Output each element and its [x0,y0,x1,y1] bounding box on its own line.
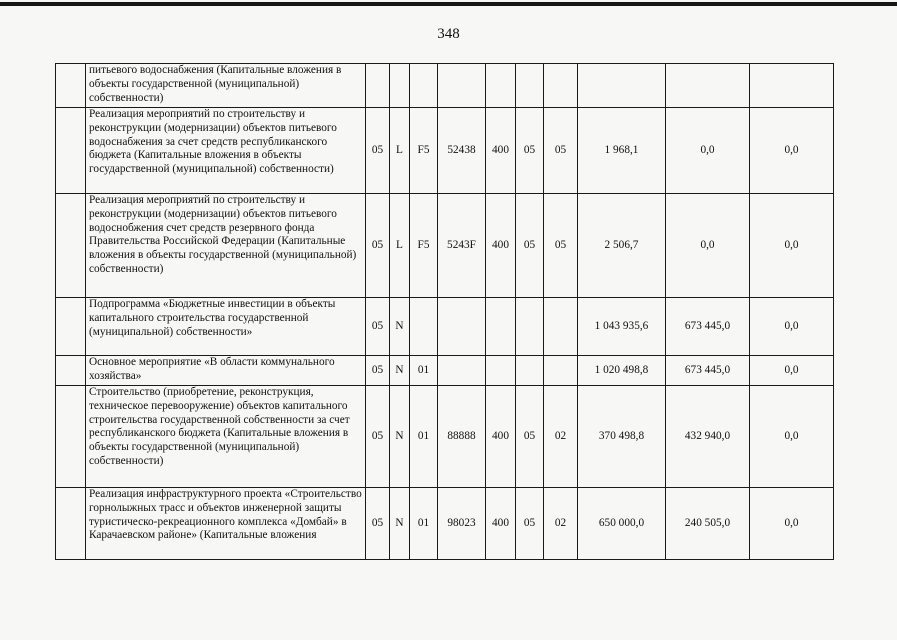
code-cell: 05 [544,108,578,194]
code-cell: 400 [486,108,516,194]
table-row [56,488,834,560]
budget-table [55,63,834,560]
row-name: Реализация мероприятий по строительству и реконструкции (модернизации) объектов питьевого водоснобжения счет средств резервного фонда Правительства Российской Федерации (Капитальные вложения в объекты государственной (муниципальной) собственности) [86,194,366,298]
code-cell: 05 [366,108,390,194]
empty-cell [56,194,86,298]
amount-cell: 673 445,0 [666,298,750,356]
amount-cell: 1 968,1 [578,108,666,194]
table-row [56,298,834,356]
code-cell: N [390,386,410,488]
code-cell: 05 [366,488,390,560]
code-cell [486,298,516,356]
row-name: Строительство (приобретение, реконструкция, техническое перевооружение) объектов капитального строительства государственной собственности за счет республиканского бюджета (Капитальные вложения в объекты государственной (муниципальной) собственности) [86,386,366,488]
code-cell: 5243F [438,194,486,298]
code-cell: 05 [516,488,544,560]
code-cell [486,64,516,108]
code-cell: N [390,298,410,356]
amount-cell: 0,0 [750,108,834,194]
row-name: Реализация мероприятий по строительству и реконструкции (модернизации) объектов питьевого водоснабжения за счет средств республиканского бюджета (Капитальные вложения в объекты государственной (муниципальной) собственности) [86,108,366,194]
amount-cell: 0,0 [750,356,834,386]
table-row [56,386,834,488]
table-row [56,64,834,108]
code-cell [438,64,486,108]
row-name: Основное мероприятие «В области коммунального хозяйства» [86,356,366,386]
code-cell: 02 [544,386,578,488]
amount-cell: 0,0 [666,194,750,298]
empty-cell [56,356,86,386]
code-cell: 05 [544,194,578,298]
code-cell [410,298,438,356]
code-cell [438,356,486,386]
code-cell [544,356,578,386]
table-row [56,194,834,298]
top-border-rule [0,2,897,6]
row-name: Подпрограмма «Бюджетные инвестиции в объекты капитального строительства государственной (муниципальной) собственности» [86,298,366,356]
amount-cell: 0,0 [750,488,834,560]
amount-cell: 673 445,0 [666,356,750,386]
code-cell: 01 [410,488,438,560]
code-cell: 05 [516,194,544,298]
code-cell: 400 [486,488,516,560]
amount-cell [750,64,834,108]
code-cell: 05 [366,386,390,488]
empty-cell [56,64,86,108]
amount-cell: 1 043 935,6 [578,298,666,356]
amount-cell: 0,0 [750,194,834,298]
code-cell [438,298,486,356]
code-cell: L [390,194,410,298]
amount-cell: 240 505,0 [666,488,750,560]
code-cell: 05 [516,386,544,488]
row-name: Реализация инфраструктурного проекта «Строительство горнолыжных трасс и объектов инженерной защиты туристическо-рекреационного комплекса «Домбай» в Карачаевском районе» (Капитальные вложения [86,488,366,560]
code-cell: 05 [366,356,390,386]
empty-cell [56,298,86,356]
amount-cell: 432 940,0 [666,386,750,488]
code-cell: 400 [486,386,516,488]
page-number: 348 [437,26,460,42]
code-cell: 52438 [438,108,486,194]
code-cell: 01 [410,356,438,386]
row-name: питьевого водоснабжения (Капитальные вложения в объекты государственной (муниципальной) собственности) [86,64,366,108]
code-cell: N [390,488,410,560]
code-cell: 98023 [438,488,486,560]
table-row [56,108,834,194]
code-cell [544,298,578,356]
empty-cell [56,488,86,560]
code-cell [516,298,544,356]
code-cell: 400 [486,194,516,298]
code-cell: 05 [366,298,390,356]
empty-cell [56,386,86,488]
amount-cell: 0,0 [750,298,834,356]
amount-cell: 1 020 498,8 [578,356,666,386]
amount-cell: 370 498,8 [578,386,666,488]
code-cell [390,64,410,108]
code-cell: F5 [410,194,438,298]
code-cell: 88888 [438,386,486,488]
amount-cell: 650 000,0 [578,488,666,560]
code-cell: F5 [410,108,438,194]
amount-cell [578,64,666,108]
code-cell: 05 [366,194,390,298]
amount-cell [666,64,750,108]
amount-cell: 2 506,7 [578,194,666,298]
code-cell [516,356,544,386]
code-cell: 02 [544,488,578,560]
code-cell [486,356,516,386]
code-cell: 01 [410,386,438,488]
amount-cell: 0,0 [750,386,834,488]
empty-cell [56,108,86,194]
code-cell: L [390,108,410,194]
code-cell: N [390,356,410,386]
code-cell [516,64,544,108]
code-cell: 05 [516,108,544,194]
amount-cell: 0,0 [666,108,750,194]
table-row [56,356,834,386]
code-cell [544,64,578,108]
code-cell [366,64,390,108]
code-cell [410,64,438,108]
